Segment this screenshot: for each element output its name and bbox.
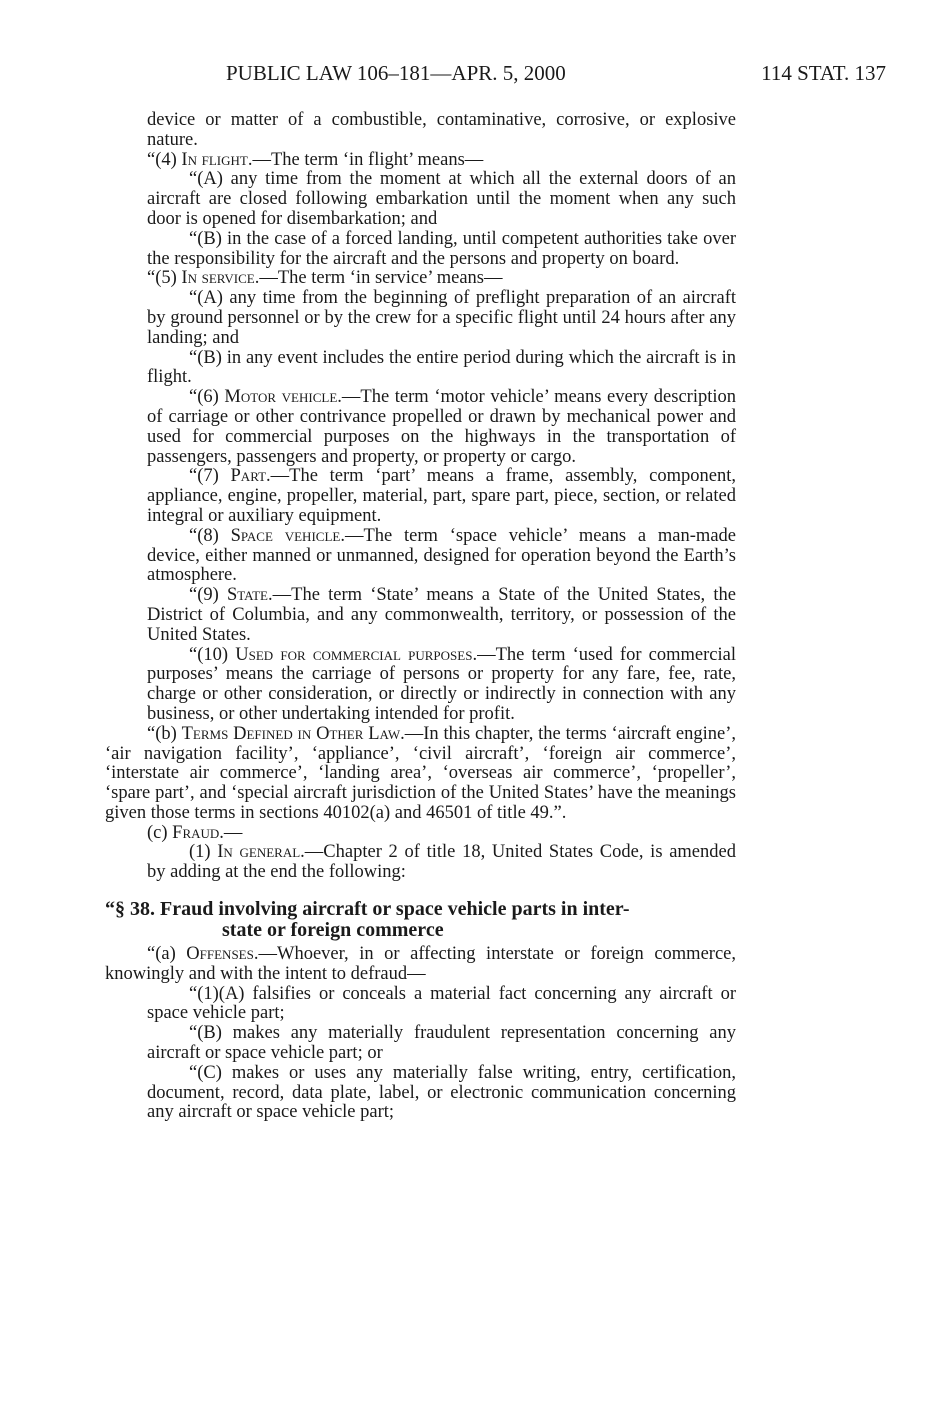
paragraph-in-service-a: “(A) any time from the beginning of preflight preparation of an aircraft by ground personnel or by the crew for a specific flight until 24 hours after any landing; and <box>147 288 736 348</box>
paragraph-motor-vehicle: “(6) Motor vehicle.—The term ‘motor vehicle’ means every description of carriage or other contrivance propelled or drawn by mechanical power and used for commercial purposes on the highways in the transportation of passengers, passengers and property, or property or cargo. <box>147 387 736 467</box>
paragraph-state: “(9) State.—The term ‘State’ means a State of the United States, the District of Columbia, and any commonwealth, territory, or possession of the United States. <box>147 585 736 645</box>
paragraph-offenses: “(a) Offenses.—Whoever, in or affecting interstate or foreign commerce, knowingly and with the intent to defraud— <box>105 944 736 984</box>
paragraph-in-flight: “(4) In flight.—The term ‘in flight’ means— <box>147 149 484 170</box>
page-header-stat-ref: 114 STAT. 137 <box>761 61 886 85</box>
paragraph-part: “(7) Part.—The term ‘part’ means a frame, assembly, component, appliance, engine, propeller, material, part, spare part, piece, section, or related integral or auxiliary equipment. <box>147 466 736 526</box>
paragraph-in-flight-b: “(B) in the case of a forced landing, until competent authorities take over the responsibility for the aircraft and the persons and property on board. <box>147 228 736 269</box>
page-header-title: PUBLIC LAW 106–181—APR. 5, 2000 <box>226 61 566 85</box>
paragraph-fraud-in-general: (1) In general.—Chapter 2 of title 18, United States Code, is amended by adding at the end the following: <box>147 842 736 883</box>
paragraph-in-flight-a: “(A) any time from the moment at which all the external doors of an aircraft are closed following embarkation until the moment when any such door is opened for disembarkation; and <box>147 169 736 229</box>
paragraph-offenses-b: “(B) makes any materially fraudulent representation concerning any aircraft or space vehicle part; or <box>147 1023 736 1064</box>
paragraph-offenses-1a: “(1)(A) falsifies or conceals a material fact concerning any aircraft or space vehicle part; <box>147 983 736 1024</box>
paragraph-explosive-nature: device or matter of a combustible, contaminative, corrosive, or explosive nature. <box>147 110 736 150</box>
paragraph-fraud: (c) Fraud.— <box>147 822 243 843</box>
paragraph-in-service: “(5) In service.—The term ‘in service’ means— <box>147 268 503 289</box>
paragraph-offenses-c: “(C) makes or uses any materially false writing, entry, certification, document, record, data plate, label, or electronic communication concerning any aircraft or space vehicle part; <box>147 1062 736 1123</box>
paragraph-commercial-purposes: “(10) Used for commercial purposes.—The term ‘used for commercial purposes’ means the carriage of persons or property for any fare, fee, rate, charge or other consideration, or directly or indirectly in connection with any business, or other undertaking intended for profit. <box>147 644 736 724</box>
paragraph-space-vehicle: “(8) Space vehicle.—The term ‘space vehicle’ means a man-made device, either manned or unmanned, designed for operation beyond the Earth’s atmosphere. <box>147 525 736 586</box>
paragraph-in-service-b: “(B) in any event includes the entire period during which the aircraft is in flight. <box>147 347 736 388</box>
section-heading-38: “§ 38. Fraud involving aircraft or space vehicle parts in inter- state or foreign commerce <box>105 898 630 942</box>
document-body <box>105 111 736 1123</box>
paragraph-terms-defined: “(b) Terms Defined in Other Law.—In this chapter, the terms ‘aircraft engine’, ‘air navigation facility’, ‘appliance’, ‘civil aircraft’, ‘foreign air commerce’, ‘interstate air commerce’, ‘landing area’, ‘overseas air commerce’, ‘propeller’, ‘spare part’, and ‘special aircraft jurisdiction of the United States’ have the meanings given those terms in sections 40102(a) and 46501 of title 49.”. <box>105 723 736 823</box>
